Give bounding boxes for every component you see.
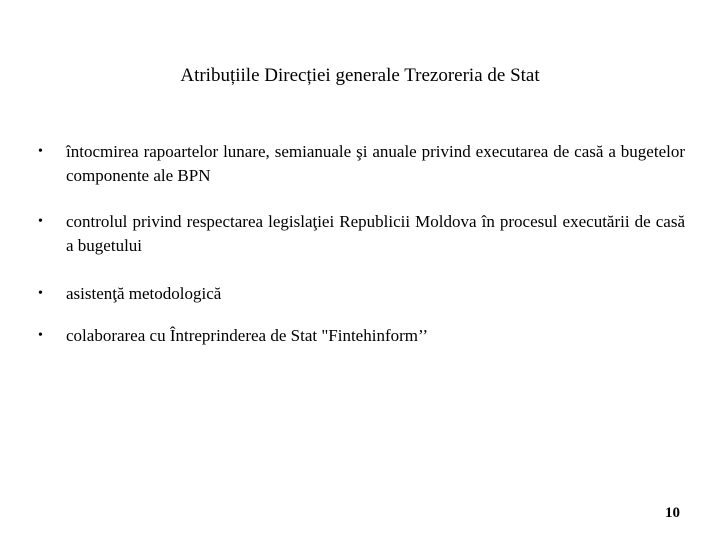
list-item (38, 210, 685, 258)
bullet-icon: • (38, 328, 43, 343)
slide-title: Atribuțiile Direcției generale Trezoreria de Stat (180, 65, 540, 86)
bullet-icon: • (38, 144, 43, 159)
bullet-icon: • (38, 214, 43, 229)
page-number: 10 (665, 505, 680, 521)
bullet-text: colaborarea cu Întreprinderea de Stat "Fintehinform’’ (66, 326, 429, 345)
bullet-icon: • (38, 286, 43, 301)
list-item (38, 140, 685, 188)
list-item (38, 324, 685, 348)
bullet-text: asistenţă metodologică (66, 284, 222, 303)
bullet-text: controlul privind respectarea legislaţiei Republicii Moldova în procesul executării de casă a bugetului (66, 212, 685, 255)
bullet-list (38, 140, 685, 348)
list-item (38, 282, 685, 306)
bullet-text: întocmirea rapoartelor lunare, semianuale şi anuale privind executarea de casă a bugetelor componente ale BPN (66, 142, 685, 185)
